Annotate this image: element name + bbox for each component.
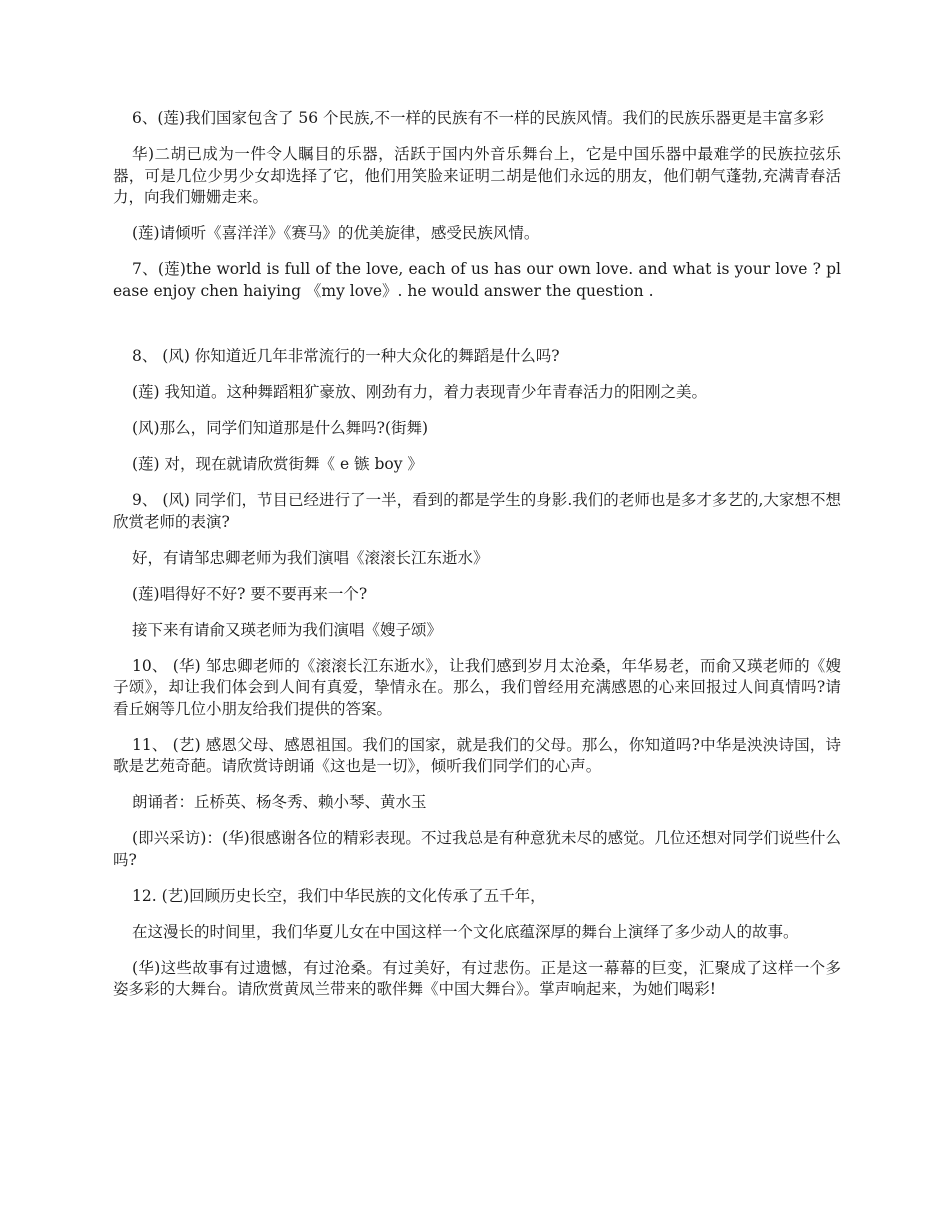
paragraph-item-7: 7、(莲)the world is full of the love, each of us has our own love. and what is your love ? please enjoy chen haiying 《my love》. he would answer the question . xyxy=(113,260,841,300)
paragraph-dance-description: (莲) 我知道。这种舞蹈粗犷豪放、刚劲有力，着力表现青少年青春活力的阳刚之美。 xyxy=(132,383,708,401)
paragraph-dance-question: (风)那么，同学们知道那是什么舞吗?(街舞) xyxy=(132,419,428,437)
paragraph-item-12: 12. (艺)回顾历史长空，我们中华民族的文化传承了五千年， xyxy=(132,886,546,905)
paragraph-stage-stories: 在这漫长的时间里，我们华夏儿女在中国这样一个文化底蕴深厚的舞台上演绎了多少动人的故事。 xyxy=(132,922,799,941)
paragraph-folk-melody: (莲)请倾听《喜洋洋》《赛马》的优美旋律，感受民族风情。 xyxy=(132,224,540,242)
paragraph-erhu-intro: 华)二胡已成为一件令人瞩目的乐器，活跃于国内外音乐舞台上，它是中国乐器中最难学的民族拉弦乐器，可是几位少男少女却选择了它，他们用笑脸来证明二胡是他们永远的朋友，他们朝气蓬勃,充满青春活力，向我们姗姗走来。 xyxy=(113,145,841,206)
paragraph-item-8: 8、 (风) 你知道近几年非常流行的一种大众化的舞蹈是什么吗? xyxy=(132,347,560,365)
paragraph-item-10: 10、 (华) 邹忠卿老师的《滚滚长江东逝水》，让我们感到岁月太沧桑，年华易老，而俞又瑛老师的《嫂子颂》，却让我们体会到人间有真爱，挚情永在。那么，我们曾经用充满感恩的心来回报过人间真情吗?请看丘娴等几位小朋友给我们提供的答案。 xyxy=(113,656,841,718)
paragraph-item-6: 6、(莲)我们国家包含了 56 个民族,不一样的民族有不一样的民族风情。我们的民族乐器更是丰富多彩 xyxy=(132,109,824,127)
document-page xyxy=(113,108,841,1015)
paragraph-street-dance: (莲) 对，现在就请欣赏街舞《 e 镞 boy 》 xyxy=(132,455,423,473)
paragraph-interview: (即兴采访)：(华)很感谢各位的精彩表现。不过我总是有种意犹未尽的感觉。几位还想对同学们说些什么吗? xyxy=(113,829,841,869)
paragraph-teacher-song-1: 好，有请邹忠卿老师为我们演唱《滚滚长江东逝水》 xyxy=(132,548,489,567)
paragraph-grand-stage: (华)这些故事有过遗憾，有过沧桑。有过美好，有过悲伤。正是这一幕幕的巨变，汇聚成了这样一个多姿多彩的大舞台。请欣赏黄凤兰带来的歌伴舞《中国大舞台》。掌声响起来，为她们喝彩! xyxy=(113,958,841,998)
paragraph-item-11: 11、 (艺) 感恩父母、感恩祖国。我们的国家，就是我们的父母。那么，你知道吗?中华是泱泱诗国，诗歌是艺苑奇葩。请欣赏诗朗诵《这也是一切》，倾听我们同学们的心声。 xyxy=(113,735,841,775)
paragraph-teacher-song-2: 接下来有请俞又瑛老师为我们演唱《嫂子颂》 xyxy=(132,620,443,639)
paragraph-encore: (莲)唱得好不好? 要不要再来一个? xyxy=(132,584,368,603)
paragraph-reciters: 朗诵者：丘桥英、杨冬秀、赖小琴、黄水玉 xyxy=(132,793,427,811)
paragraph-item-9: 9、 (风) 同学们，节目已经进行了一半，看到的都是学生的身影.我们的老师也是多才多艺的,大家想不想欣赏老师的表演? xyxy=(113,491,841,531)
